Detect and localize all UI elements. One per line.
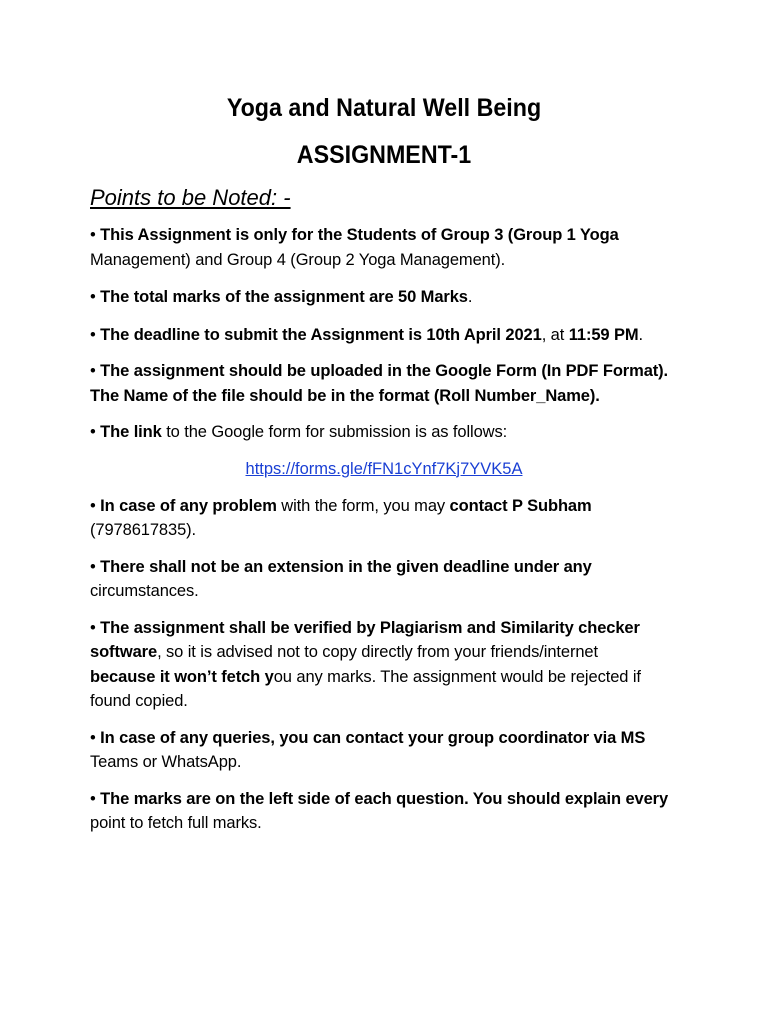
document-title: Yoga and Natural Well Being <box>226 94 542 122</box>
bullet: • <box>90 325 96 344</box>
contact-name: contact P Subham <box>449 496 592 515</box>
note-contact <box>90 494 678 543</box>
plagiarism-phrase: verified by Plagiarism and Similarity checker <box>294 618 640 637</box>
note-text: circumstances. <box>90 582 199 600</box>
note-total-marks <box>90 285 678 310</box>
deadline-time: 11:59 PM <box>568 325 639 344</box>
bullet: • <box>90 288 96 306</box>
note-text: . <box>467 288 473 306</box>
contact-phone: (7978617835). <box>90 521 197 539</box>
note-text: , so it is advised not to copy directly from your friends/internet <box>157 643 598 661</box>
note-text-bold: In case of any problem <box>100 496 277 515</box>
bullet: • <box>90 496 96 515</box>
bullet: • <box>90 618 96 637</box>
note-text-bold: The assignment should be uploaded in the Google Form (In PDF Format). <box>100 362 669 380</box>
note-text-bold: The assignment shall be <box>100 618 294 637</box>
file-name-format: The Name of the file should be in the format (Roll Number_Name). <box>90 386 600 405</box>
marks-value: 50 Marks <box>398 288 468 306</box>
note-marks-info <box>90 787 678 836</box>
note-text-bold: The total marks of the assignment are <box>100 288 399 306</box>
note-upload-format <box>90 359 678 408</box>
google-form-link[interactable]: https://forms.gle/fFN1cYnf7Kj7YVK5A <box>245 459 523 478</box>
link-row <box>90 457 678 481</box>
note-group-eligibility <box>90 223 678 272</box>
note-text: Management) and Group 4 (Group 2 Yoga Management). <box>90 250 506 269</box>
bullet: • <box>90 557 96 576</box>
note-text-bold: This Assignment is only for the Students of Group 3 (Group 1 Yoga <box>100 226 619 244</box>
note-no-extension <box>90 555 678 604</box>
note-text: ou any marks. The assignment would be rejected if <box>273 667 641 686</box>
note-text: . <box>638 325 644 344</box>
note-text: Teams or WhatsApp. <box>90 753 242 771</box>
bullet: • <box>90 362 96 380</box>
notes-heading: Points to be Noted: - <box>90 185 291 210</box>
note-text: with the form, you may <box>276 496 450 515</box>
note-deadline <box>90 323 678 348</box>
note-text-bold: because it won’t fetch y <box>90 667 274 686</box>
note-text-bold: In case of any queries, you can contact your group coordinator via MS <box>100 728 646 747</box>
bullet: • <box>90 423 96 441</box>
note-text-bold: There shall not be an extension in the given deadline under any <box>100 557 592 576</box>
bullet: • <box>90 789 96 808</box>
software-word: software <box>90 643 158 661</box>
note-text-bold: The link <box>100 423 162 441</box>
note-text-bold: The deadline to submit the Assignment is <box>100 325 427 344</box>
note-text: found copied. <box>90 692 188 710</box>
deadline-date: 10th April 2021 <box>426 325 542 344</box>
note-link-intro <box>90 420 678 445</box>
bullet: • <box>90 728 96 747</box>
note-text: point to fetch full marks. <box>90 814 262 832</box>
assignment-heading: ASSIGNMENT-1 <box>296 141 472 169</box>
note-queries <box>90 726 678 775</box>
note-plagiarism <box>90 616 678 714</box>
bullet: • <box>90 226 96 244</box>
note-text: , at <box>541 325 569 344</box>
note-text: to the Google form for submission is as follows: <box>161 423 508 441</box>
note-text-bold: The marks are on the left side of each question. You should explain every <box>100 789 669 808</box>
